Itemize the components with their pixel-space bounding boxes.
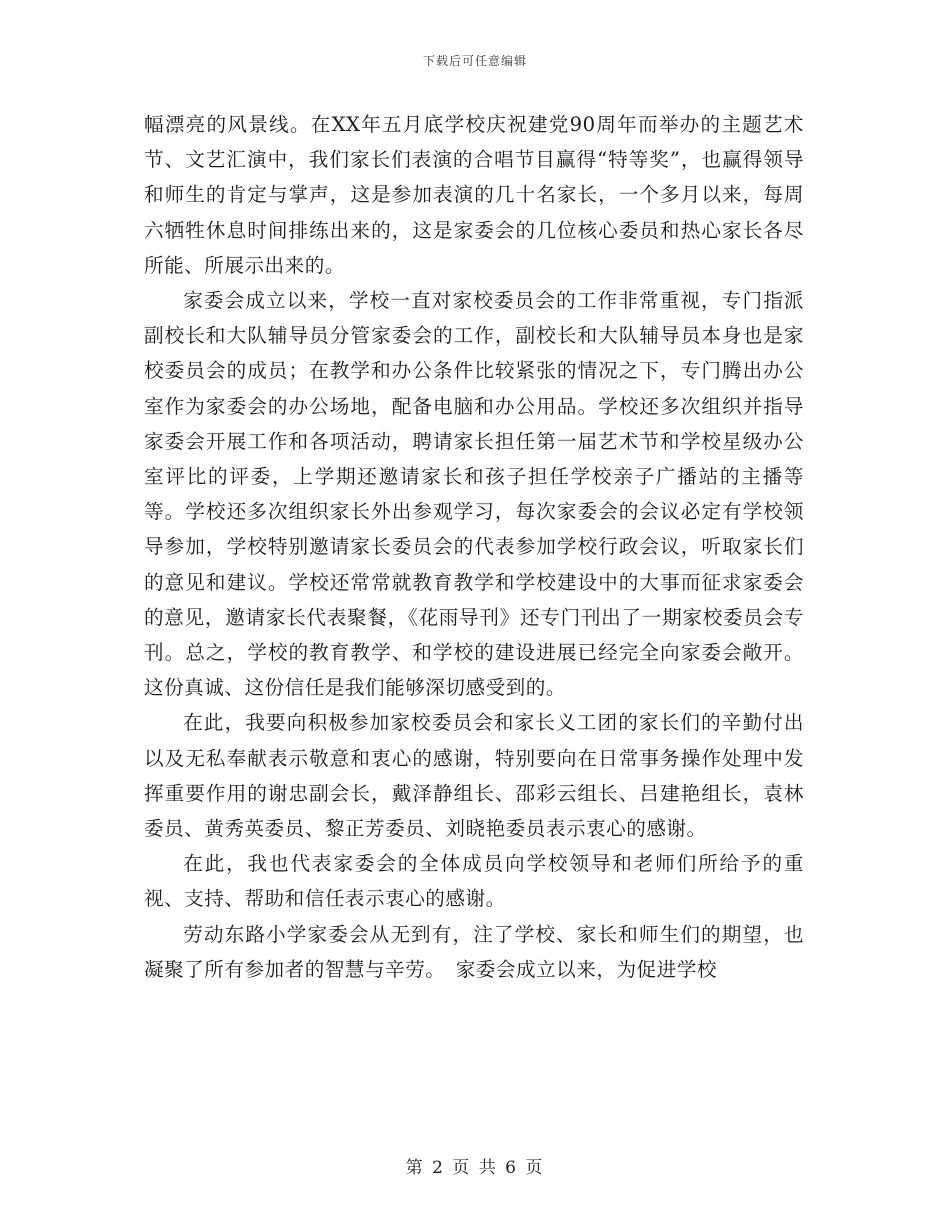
document-body	[144, 107, 804, 987]
paragraph-continuation: 幅漂亮的风景线。在XX年五月底学校庆祝建党90周年而举办的主题艺术节、文艺汇演中，我们家长们表演的合唱节目赢得“特等奖”，也赢得领导和师生的肯定与掌声，这是参加表演的几十名家长，一个多月以来，每周六牺牲休息时间排练出来的，这是家委会的几位核心委员和热心家长各尽所能、所展示出来的。	[144, 113, 804, 277]
page-header: 下载后可任意编辑	[422, 54, 527, 68]
page-number: 第 2 页 共 6 页	[405, 1158, 545, 1178]
paragraph-thanks-school: 在此，我也代表家委会的全体成员向学校领导和老师们所给予的重视、支持、帮助和信任表示衷心的感谢。	[144, 852, 804, 911]
paragraph-thanks-parents: 在此，我要向积极参加家校委员会和家长义工团的家长们的辛勤付出以及无私奉献表示敬意和衷心的感谢，特别要向在日常事务操作处理中发挥重要作用的谢忠副会长，戴泽静组长、邵彩云组长、吕建艳组长，袁林委员、黄秀英委员、黎正芳委员、刘晓艳委员表示衷心的感谢。	[144, 711, 804, 841]
paragraph-committee-growth: 劳动东路小学家委会从无到有，注了学校、家长和师生们的期望，也凝聚了所有参加者的智慧与辛劳。 家委会成立以来，为促进学校	[144, 922, 804, 981]
paragraph-school-support: 家委会成立以来，学校一直对家校委员会的工作非常重视，专门指派副校长和大队辅导员分管家委会的工作，副校长和大队辅导员本身也是家校委员会的成员；在教学和办公条件比较紧张的情况之下，专门腾出办公室作为家委会的办公场地，配备电脑和办公用品。学校还多次组织并指导家委会开展工作和各项活动，聘请家长担任第一届艺术节和学校星级办公室评比的评委，上学期还邀请家长和孩子担任学校亲子广播站的主播等等。学校还多次组织家长外出参观学习，每次家委会的会议必定有学校领导参加，学校特别邀请家长委员会的代表参加学校行政会议，听取家长们的意见和建议。学校还常常就教育教学和学校建设中的大事而征求家委会的意见，邀请家长代表聚餐，《花雨导刊》还专门刊出了一期家校委员会专刊。总之，学校的教育教学、和学校的建设进展已经完全向家委会敞开。这份真诚、这份信任是我们能够深切感受到的。	[144, 289, 804, 700]
